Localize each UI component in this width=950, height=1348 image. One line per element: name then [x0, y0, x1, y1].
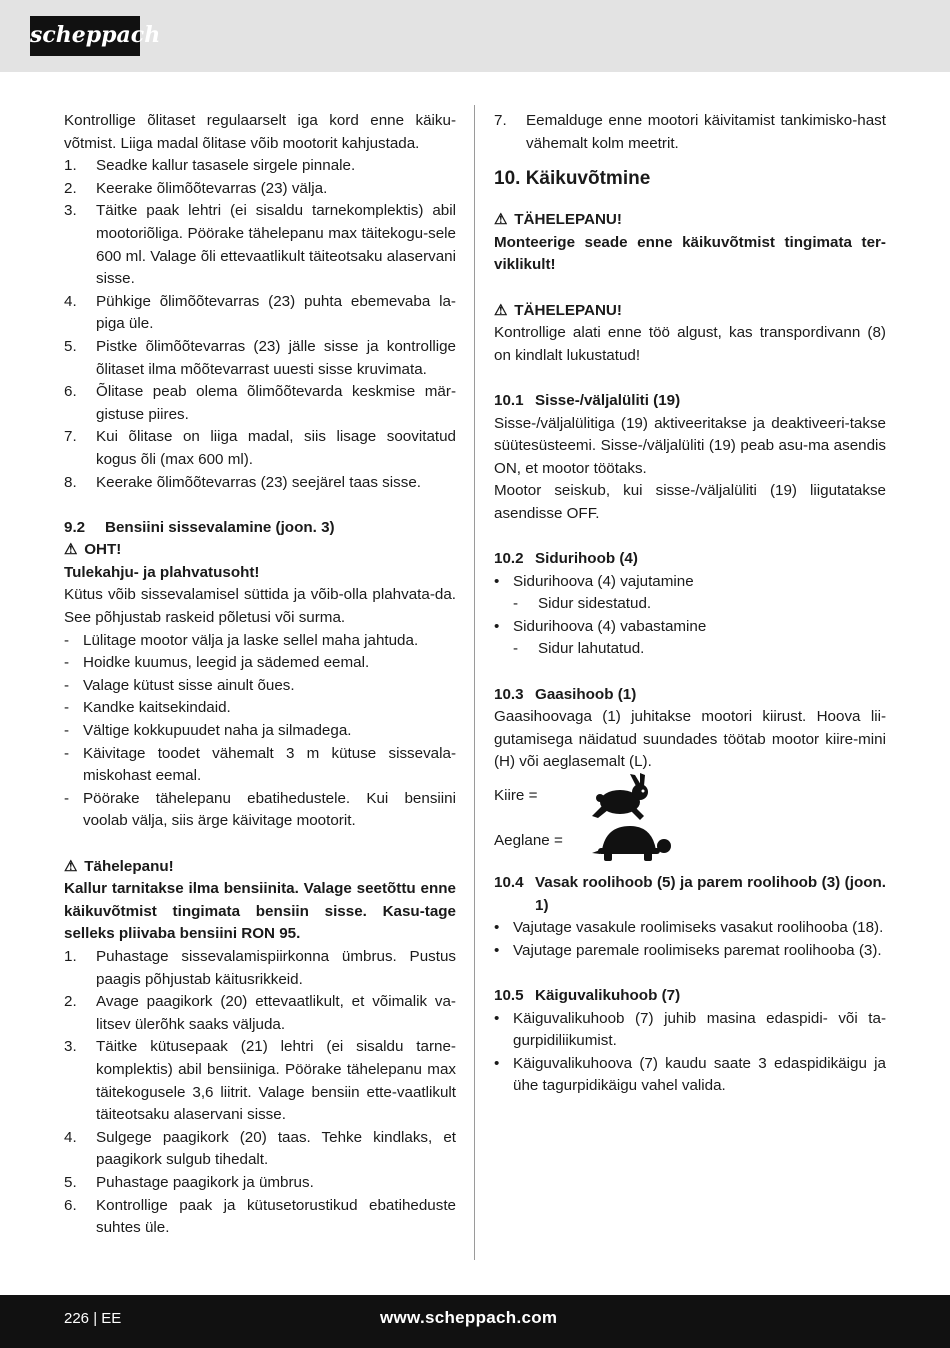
- list-item: • Sidurihoova (4) vabastamine: [494, 617, 707, 635]
- turtle-icon: [590, 820, 672, 864]
- warning-triangle-icon: ⚠: [494, 301, 508, 319]
- list-item: • Sidurihoova (4) vajutamine: [494, 572, 694, 590]
- fast-label: Kiire =: [494, 787, 538, 805]
- column-divider: [474, 105, 475, 1260]
- section-text: Gaasihoovaga (1) juhitakse mootori kiirust. Hoova lii-gutamisega näidatud suundades töötab mootor kiire-mini (H) või aeglasemalt (L).: [494, 708, 886, 771]
- list-item: 1. Puhastage sissevalamispiirkonna ümbrus. Pustus paagis põhjustab käitusrikkeid.: [64, 947, 456, 988]
- list-item: 6. Õlitase peab olema õlimõõtevarda keskmise mär-gistuse piires.: [64, 383, 456, 423]
- list-item: • Käiguvalikuhoob (7) juhib masina edaspidi- või ta-gurpidiliikumist.: [494, 1009, 886, 1050]
- left-column: [64, 110, 456, 1240]
- warning-triangle-icon: ⚠: [494, 211, 508, 229]
- attention-heading: ⚠ TÄHELEPANU!: [494, 300, 886, 323]
- section-heading-10-3: 10.3 Gaasihoob (1): [494, 685, 637, 703]
- list-item: - Käivitage toodet vähemalt 3 m kütuse sissevala-miskohast eemal.: [64, 744, 456, 785]
- list-item: - Lülitage mootor välja ja laske sellel maha jahtuda.: [64, 631, 419, 649]
- attention-heading: ⚠ TÄHELEPANU!: [494, 209, 886, 232]
- attention-heading: ⚠ Tähelepanu!: [64, 856, 456, 879]
- attention-text: Monteerige seade enne käikuvõtmist tingimata ter-viklikult!: [494, 233, 886, 274]
- list-item: 4. Pühkige õlimõõtevarras (23) puhta ebemevaba la-piga üle.: [64, 292, 456, 333]
- section-heading-10: 10. Käikuvõtmine: [494, 168, 651, 190]
- danger-list: [64, 630, 456, 833]
- slow-row: [494, 819, 886, 864]
- list-item: 1. Seadke kallur tasasele sirgele pinnale.: [64, 157, 356, 175]
- scheppach-logo: scheppach: [30, 16, 140, 56]
- list-item: 2. Keerake õlimõõtevarras (23) välja.: [64, 179, 328, 197]
- danger-text: Kütus võib sissevalamisel süttida ja võib-olla plahvata-da. See põhjustab raskeid põletusi või surma.: [64, 586, 456, 627]
- list-subitem: - Sidur sidestatud.: [513, 595, 652, 613]
- list-item: 7. Kui õlitase on liiga madal, siis lisage soovitatud kogus õli (max 600 ml).: [64, 428, 456, 468]
- section-heading-10-4: 10.4 Vasak roolihoob (5) ja parem roolihoob (3) (joon. 1): [494, 874, 886, 914]
- list-item: 7. Eemalduge enne mootori käivitamist tankimisko-hast vähemalt kolm meetrit.: [494, 112, 886, 152]
- section-heading-10-5: 10.5 Käiguvalikuhoob (7): [494, 987, 681, 1004]
- list-item: • Vajutage paremale roolimiseks paremat roolihooba (3).: [494, 941, 882, 959]
- list-item: 3. Täitke kütusepaak (21) lehtri (ei sisaldu tarne-komplektis) abil bensiiniga. Pöörake tähelepanu max täitekogusele 3,6 liitrit. Valage bensiin ette-vaatlikult täiteotsaku alaservani sisse.: [64, 1038, 456, 1124]
- website-url: www.scheppach.com: [380, 1308, 558, 1327]
- danger-heading: ⚠ OHT!: [64, 539, 456, 562]
- list-item: 5. Pistke õlimõõtevarras (23) jälle sisse ja kontrollige õlitaset ilma mõõtevarrast uuesti sisse kruvimata.: [64, 337, 456, 378]
- list-item: 2. Avage paagikork (20) ettevaatlikult, et võimalik va-litsev ülerõhk saaks väljuda.: [64, 993, 456, 1033]
- list-item: - Vältige kokkupuudet naha ja silmadega.: [64, 722, 352, 740]
- list-item: - Valage kütust sisse ainult õues.: [64, 676, 295, 694]
- page-number: 226 | EE: [64, 1310, 122, 1327]
- section-text: Mootor seiskub, kui sisse-/väljalüliti (19) liigutatakse asendisse OFF.: [494, 482, 886, 522]
- list-item: - Pöörake tähelepanu ebatihedustele. Kui bensiini voolab välja, siis ärge käivitage mootorit.: [64, 789, 456, 830]
- fuel-steps-list: [64, 946, 456, 1240]
- oil-steps-list: [64, 155, 456, 494]
- warning-triangle-icon: ⚠: [64, 857, 78, 875]
- list-item: - Hoidke kuumus, leegid ja sädemed eemal.: [64, 654, 370, 672]
- section-heading-10-2: 10.2 Sidurihoob (4): [494, 550, 638, 568]
- attention-text: Kontrollige alati enne töö algust, kas transpordivann (8) on kindlalt lukustatud!: [494, 324, 886, 364]
- footer-bar: [0, 1295, 950, 1348]
- fast-row: [494, 774, 886, 819]
- list-item: • Käiguvalikuhoova (7) kaudu saate 3 edaspidikäigu ja ühe tagurpidikäigu vahel valida.: [494, 1054, 886, 1095]
- attention-text: Kallur tarnitakse ilma bensiinita. Valage seetõttu enne käikuvõtmist tingimata bensiin sisse. Kasu-tage selleks pliivaba bensiini RON 95.: [64, 880, 456, 943]
- danger-subheading: Tulekahju- ja plahvatusoht!: [64, 563, 260, 581]
- list-item: 3. Täitke paak lehtri (ei sisaldu tarnekomplektis) abil mootoriõliga. Pöörake tähelepanu max täitekogu-sele 600 ml. Valage õli ettevaatlikult täiteotsaku alaservani sisse.: [64, 202, 456, 288]
- section-text: Sisse-/väljalülitiga (19) aktiveeritakse ja deaktiveeri-takse süütesüsteemi. Sisse-/väljalüliti (19) peab asu-ma asendis ON, et mootor töötaks.: [494, 414, 886, 477]
- rabbit-icon: [590, 772, 652, 822]
- slow-label: Aeglane =: [494, 832, 563, 850]
- warning-triangle-icon: ⚠: [64, 541, 78, 559]
- list-item: 8. Keerake õlimõõtevarras (23) seejärel taas sisse.: [64, 473, 421, 491]
- section-heading-10-1: 10.1 Sisse-/väljalüliti (19): [494, 391, 681, 409]
- right-column: [494, 110, 886, 1098]
- list-item: • Vajutage vasakule roolimiseks vasakut roolihooba (18).: [494, 919, 884, 937]
- list-item: 6. Kontrollige paak ja kütusetorustikud ebatiheduste suhtes üle.: [64, 1196, 456, 1237]
- list-subitem: - Sidur lahutatud.: [513, 640, 645, 658]
- section-heading-9-2: 9.2 Bensiini sissevalamine (joon. 3): [64, 518, 335, 536]
- list-item: - Kandke kaitsekindaid.: [64, 699, 231, 717]
- list-item: 5. Puhastage paagikork ja ümbrus.: [64, 1173, 314, 1191]
- header-bar: [0, 0, 950, 72]
- oil-intro: Kontrollige õlitaset regulaarselt iga kord enne käiku-võtmist. Liiga madal õlitase võib mootorit kahjustada.: [64, 112, 456, 152]
- list-item: 4. Sulgege paagikork (20) taas. Tehke kindlaks, et paagikork sulgub tihedalt.: [64, 1128, 456, 1169]
